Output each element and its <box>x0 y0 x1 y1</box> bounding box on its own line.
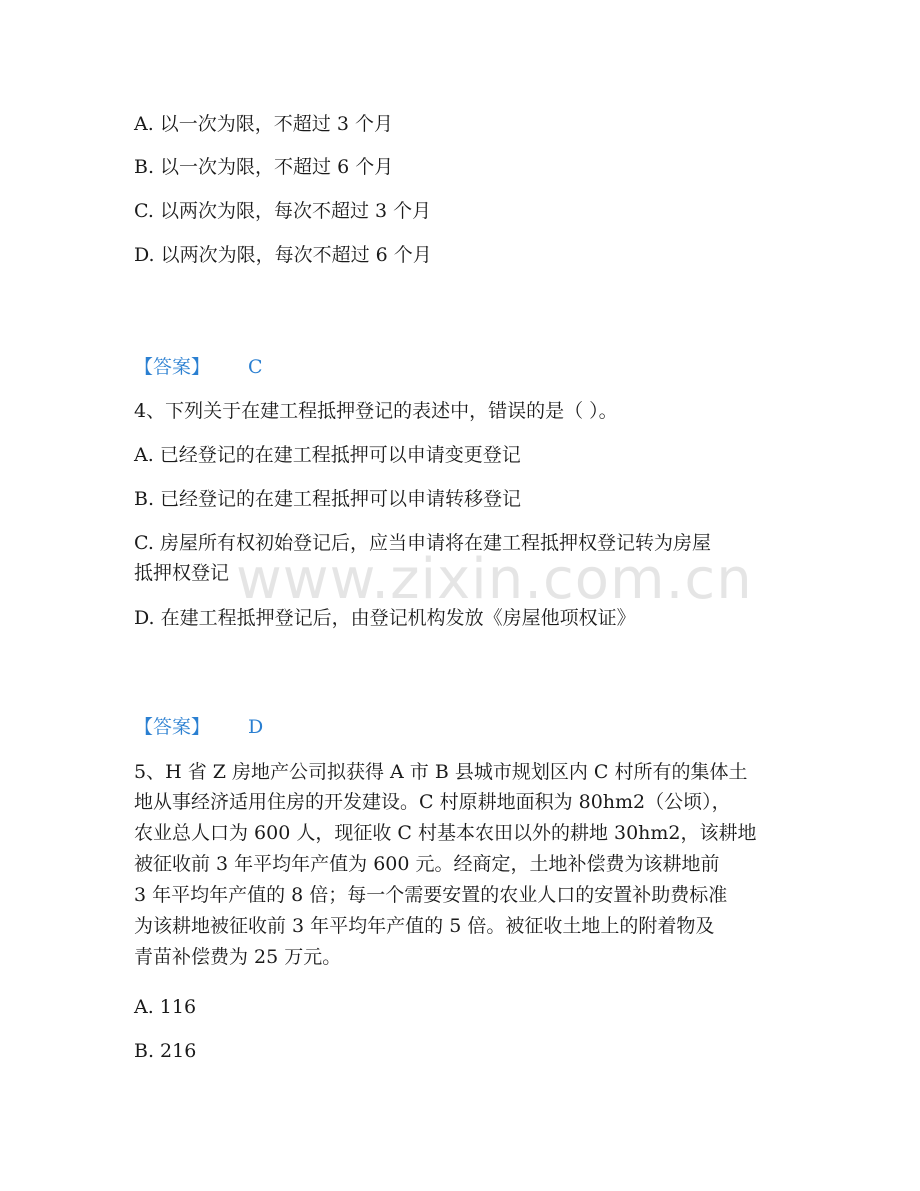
q4-option-c-continued: 抵押权登记 <box>134 562 230 584</box>
answer-value: D <box>248 716 264 738</box>
answer-label: 【答案】 <box>134 356 211 378</box>
q5-option-b: B. 216 <box>134 1040 197 1062</box>
q3-option-d: D. 以两次为限，每次不超过 6 个月 <box>134 244 432 266</box>
q3-option-c: C. 以两次为限，每次不超过 3 个月 <box>134 200 432 222</box>
q5-stem-line-6: 为该耕地被征收前 3 年平均年产值的 5 倍。被征收土地上的附着物及 <box>134 915 715 937</box>
q3-option-b: B. 以一次为限，不超过 6 个月 <box>134 156 394 178</box>
q5-option-a: A. 116 <box>134 996 197 1018</box>
q4-option-b: B. 已经登记的在建工程抵押可以申请转移登记 <box>134 488 522 510</box>
q5-stem-line-5: 3 年平均年产值的 8 倍；每一个需要安置的农业人口的安置补助费标准 <box>134 884 728 906</box>
q4-option-a: A. 已经登记的在建工程抵押可以申请变更登记 <box>134 444 521 466</box>
q5-stem-line-4: 被征收前 3 年平均年产值为 600 元。经商定，土地补偿费为该耕地前 <box>134 853 720 875</box>
q5-stem-line-3: 农业总人口为 600 人，现征收 C 村基本农田以外的耕地 30hm2，该耕地 <box>134 822 757 844</box>
q3-option-a: A. 以一次为限，不超过 3 个月 <box>134 113 393 135</box>
q5-stem-line-2: 地从事经济适用住房的开发建设。C 村原耕地面积为 80hm2（公顷）， <box>134 791 731 813</box>
answer-label: 【答案】 <box>134 716 211 738</box>
q4-answer <box>134 716 263 738</box>
answer-value: C <box>248 356 263 378</box>
watermark: www.zixin.com.cn <box>236 547 753 612</box>
q4-option-c: C. 房屋所有权初始登记后，应当申请将在建工程抵押权登记转为房屋 <box>134 532 711 554</box>
q5-stem-line-7: 青苗补偿费为 25 万元。 <box>134 946 342 968</box>
q5-stem-line-1: 5、H 省 Z 房地产公司拟获得 A 市 B 县城市规划区内 C 村所有的集体土 <box>134 761 748 783</box>
q4-stem: 4、下列关于在建工程抵押登记的表述中，错误的是（ ）。 <box>134 400 618 422</box>
q4-option-d: D. 在建工程抵押登记后，由登记机构发放《房屋他项权证》 <box>134 607 636 629</box>
q3-answer <box>134 356 263 378</box>
